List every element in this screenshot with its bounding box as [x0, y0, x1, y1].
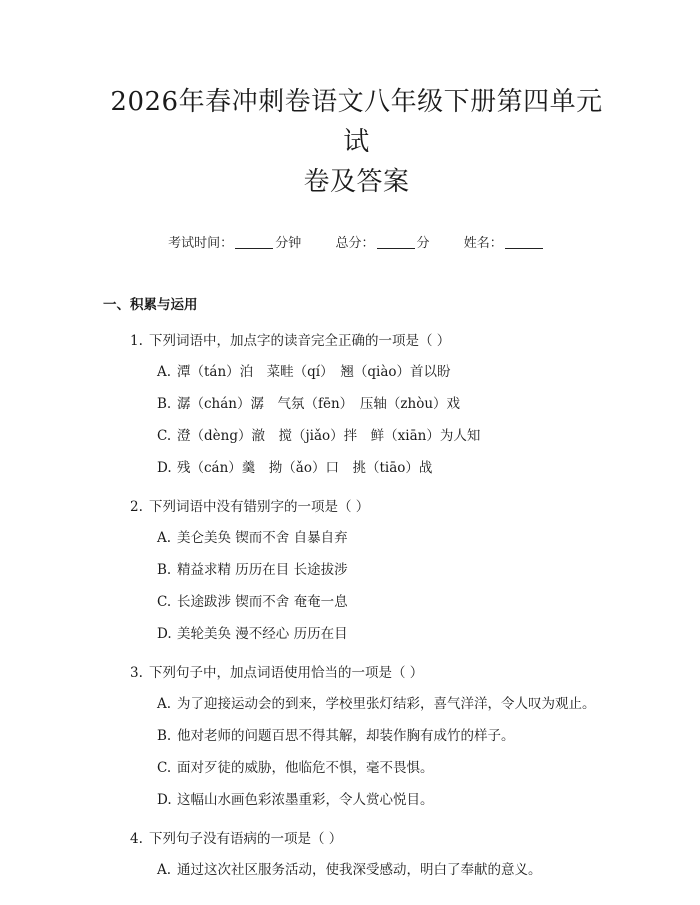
question-1 — [103, 331, 610, 351]
time-unit: 分钟 — [275, 236, 302, 251]
option-text: 澄（dèng）澈 搅（jiǎo）拌 鲜（xiān）为人知 — [177, 428, 481, 444]
option-3d — [103, 790, 610, 811]
option-3b — [103, 726, 610, 747]
score-blank — [377, 236, 415, 249]
exam-meta — [103, 232, 610, 251]
option-letter: C. — [157, 594, 172, 610]
option-text: 精益求精 历历在目 长途拔涉 — [177, 562, 348, 578]
option-letter: D. — [157, 792, 172, 808]
option-2c — [103, 592, 610, 613]
option-1b — [103, 394, 610, 415]
option-text: 为了迎接运动会的到来，学校里张灯结彩，喜气洋洋，令人叹为观止。 — [177, 696, 596, 712]
option-letter: A. — [157, 530, 172, 546]
option-text: 长途跋涉 锲而不舍 奄奄一息 — [177, 594, 348, 610]
score-unit: 分 — [416, 236, 430, 251]
option-3c — [103, 758, 610, 779]
question-number: 4. — [130, 831, 143, 847]
score-label: 总分： — [335, 236, 375, 251]
question-3 — [103, 663, 610, 683]
option-text: 残（cán）羹 拗（ǎo）口 挑（tiāo）战 — [177, 460, 433, 476]
option-1c — [103, 426, 610, 447]
option-text: 美轮美奂 漫不经心 历历在目 — [177, 626, 348, 642]
option-text: 潭（tán）泊 菜畦（qí） 翘（qiào）首以盼 — [177, 364, 451, 380]
title-line-2: 卷及答案 — [303, 167, 410, 197]
option-2d — [103, 624, 610, 645]
title-line-1: 2026年春冲刺卷语文八年级下册第四单元试 — [110, 87, 603, 157]
option-2b — [103, 560, 610, 581]
option-letter: A. — [157, 696, 172, 712]
option-text: 潺（chán）潺 气氛（fēn） 压轴（zhòu）戏 — [177, 396, 461, 412]
option-letter: B. — [157, 396, 172, 412]
question-4 — [103, 829, 610, 849]
name-label: 姓名： — [463, 236, 503, 251]
option-text: 这幅山水画色彩浓墨重彩，令人赏心悦目。 — [177, 792, 434, 808]
option-1d — [103, 458, 610, 479]
time-blank — [235, 236, 273, 249]
option-text: 通过这次社区服务活动，使我深受感动，明白了奉献的意义。 — [177, 862, 542, 878]
question-text: 下列词语中没有错别字的一项是（ ） — [149, 499, 370, 515]
question-text: 下列句子中，加点词语使用恰当的一项是（ ） — [149, 665, 424, 681]
option-1a — [103, 362, 610, 383]
option-letter: C. — [157, 428, 172, 444]
option-letter: A. — [157, 862, 172, 878]
option-4a — [103, 860, 610, 881]
question-text: 下列句子没有语病的一项是（ ） — [149, 831, 343, 847]
name-blank — [505, 236, 543, 249]
option-text: 面对歹徒的威胁，他临危不惧，毫不畏惧。 — [177, 760, 434, 776]
option-letter: D. — [157, 460, 172, 476]
section-heading: 一、积累与运用 — [103, 297, 198, 313]
question-number: 1. — [130, 333, 143, 349]
option-2a — [103, 528, 610, 549]
option-letter: A. — [157, 364, 172, 380]
option-letter: C. — [157, 760, 172, 776]
question-text: 下列词语中，加点字的读音完全正确的一项是（ ） — [149, 333, 451, 349]
question-number: 2. — [130, 499, 143, 515]
question-2 — [103, 497, 610, 517]
page-title — [103, 0, 610, 202]
time-label: 考试时间： — [168, 236, 234, 251]
option-letter: B. — [157, 562, 172, 578]
option-letter: B. — [157, 728, 172, 744]
option-text: 美仑美奂 锲而不舍 自暴自弃 — [177, 530, 348, 546]
question-number: 3. — [130, 665, 143, 681]
option-text: 他对老师的问题百思不得其解，却装作胸有成竹的样子。 — [177, 728, 515, 744]
option-3a — [103, 694, 610, 715]
option-letter: D. — [157, 626, 172, 642]
